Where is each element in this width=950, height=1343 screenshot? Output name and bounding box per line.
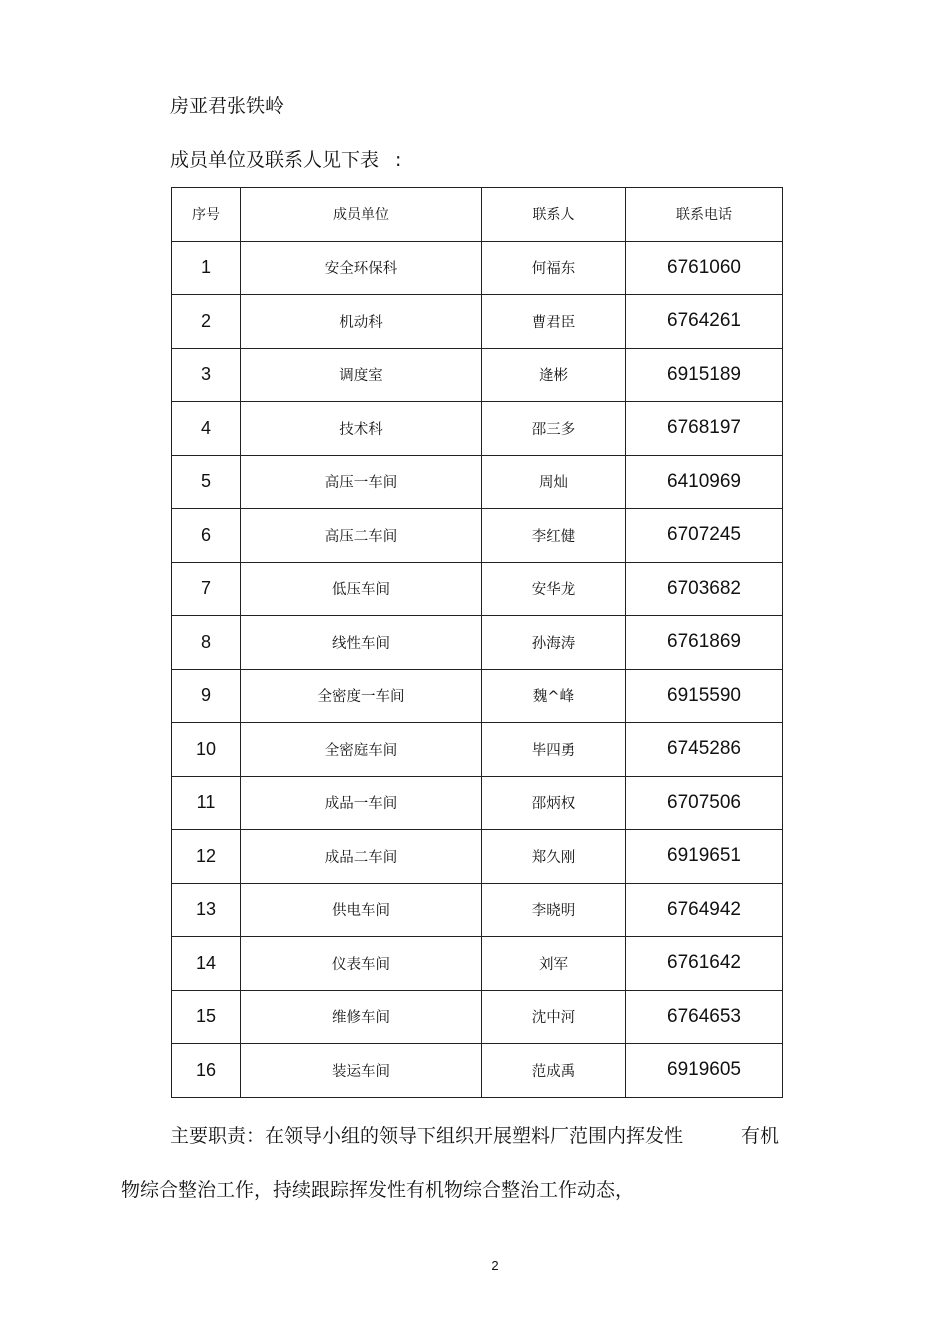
row-contact-person: 李晓明 [482,883,626,937]
row-member-unit: 供电车间 [241,883,482,937]
table-header-row [172,188,783,242]
row-member-unit: 线性车间 [241,616,482,670]
row-contact-person: 魏^峰 [482,669,626,723]
row-contact-person: 郑久刚 [482,830,626,884]
row-contact-person: 李红健 [482,509,626,563]
row-member-unit: 高压二车间 [241,509,482,563]
row-member-unit: 仪表车间 [241,937,482,991]
row-member-unit: 安全环保科 [241,241,482,295]
table-row [172,616,783,670]
row-phone: 6761060 [626,241,783,295]
row-phone: 6764653 [626,990,783,1044]
row-serial-number: 1 [172,241,241,295]
table-row [172,669,783,723]
table-row [172,509,783,563]
table-row [172,241,783,295]
header-contact-person: 联系人 [482,188,626,242]
row-member-unit: 维修车间 [241,990,482,1044]
row-phone: 6764942 [626,883,783,937]
row-member-unit: 高压一车间 [241,455,482,509]
row-contact-person: 刘军 [482,937,626,991]
row-phone: 6707245 [626,509,783,563]
row-contact-person: 何福东 [482,241,626,295]
row-phone: 6761642 [626,937,783,991]
table-intro-line [170,148,401,172]
row-member-unit: 成品二车间 [241,830,482,884]
row-serial-number: 12 [172,830,241,884]
row-phone: 6410969 [626,455,783,509]
table-row [172,455,783,509]
row-serial-number: 2 [172,295,241,349]
row-serial-number: 15 [172,990,241,1044]
row-contact-person: 沈中河 [482,990,626,1044]
row-serial-number: 11 [172,776,241,830]
table-row [172,1044,783,1098]
row-serial-number: 7 [172,562,241,616]
row-phone: 6919651 [626,830,783,884]
row-serial-number: 6 [172,509,241,563]
row-contact-person: 安华龙 [482,562,626,616]
table-row [172,348,783,402]
row-contact-person: 毕四勇 [482,723,626,777]
row-member-unit: 低压车间 [241,562,482,616]
duties-text-part-1: 主要职责：在领导小组的领导下组织开展塑料厂范围内挥发性 [170,1125,684,1147]
row-serial-number: 4 [172,402,241,456]
row-member-unit: 调度室 [241,348,482,402]
row-member-unit: 全密度一车间 [241,669,482,723]
page-number: 2 [491,1258,499,1273]
table-row [172,562,783,616]
row-member-unit: 成品一车间 [241,776,482,830]
duties-line-2: 物综合整治工作，持续跟踪挥发性有机物综合整治工作动态， [121,1179,635,1201]
row-member-unit: 技术科 [241,402,482,456]
row-phone: 6703682 [626,562,783,616]
row-serial-number: 14 [172,937,241,991]
table-row [172,990,783,1044]
row-serial-number: 13 [172,883,241,937]
row-contact-person: 邵三多 [482,402,626,456]
row-contact-person: 邵炳权 [482,776,626,830]
row-member-unit: 机动科 [241,295,482,349]
row-phone: 6764261 [626,295,783,349]
row-phone: 6919605 [626,1044,783,1098]
table-row [172,830,783,884]
row-phone: 6707506 [626,776,783,830]
duties-line-1 [170,1124,779,1148]
table-row [172,402,783,456]
table-row [172,295,783,349]
row-phone: 6915189 [626,348,783,402]
member-units-table [171,187,783,1098]
row-serial-number: 16 [172,1044,241,1098]
row-phone: 6768197 [626,402,783,456]
row-contact-person: 范成禹 [482,1044,626,1098]
table-row [172,776,783,830]
table-intro-text: 成员单位及联系人见下表 [170,149,380,171]
header-phone: 联系电话 [626,188,783,242]
table-row [172,723,783,777]
row-contact-person: 逄彬 [482,348,626,402]
row-phone: 6761869 [626,616,783,670]
row-serial-number: 9 [172,669,241,723]
row-member-unit: 全密庭车间 [241,723,482,777]
duties-text-part-2: 有机 [741,1125,780,1147]
header-serial-number: 序号 [172,188,241,242]
row-serial-number: 5 [172,455,241,509]
row-member-unit: 装运车间 [241,1044,482,1098]
header-member-unit: 成员单位 [241,188,482,242]
row-serial-number: 10 [172,723,241,777]
row-serial-number: 3 [172,348,241,402]
row-serial-number: 8 [172,616,241,670]
names-line: 房亚君张铁岭 [170,95,285,117]
table-row [172,883,783,937]
table-row [172,937,783,991]
table-intro-colon: : [395,149,402,171]
row-contact-person: 周灿 [482,455,626,509]
row-contact-person: 曹君臣 [482,295,626,349]
row-contact-person: 孙海涛 [482,616,626,670]
row-phone: 6745286 [626,723,783,777]
row-phone: 6915590 [626,669,783,723]
